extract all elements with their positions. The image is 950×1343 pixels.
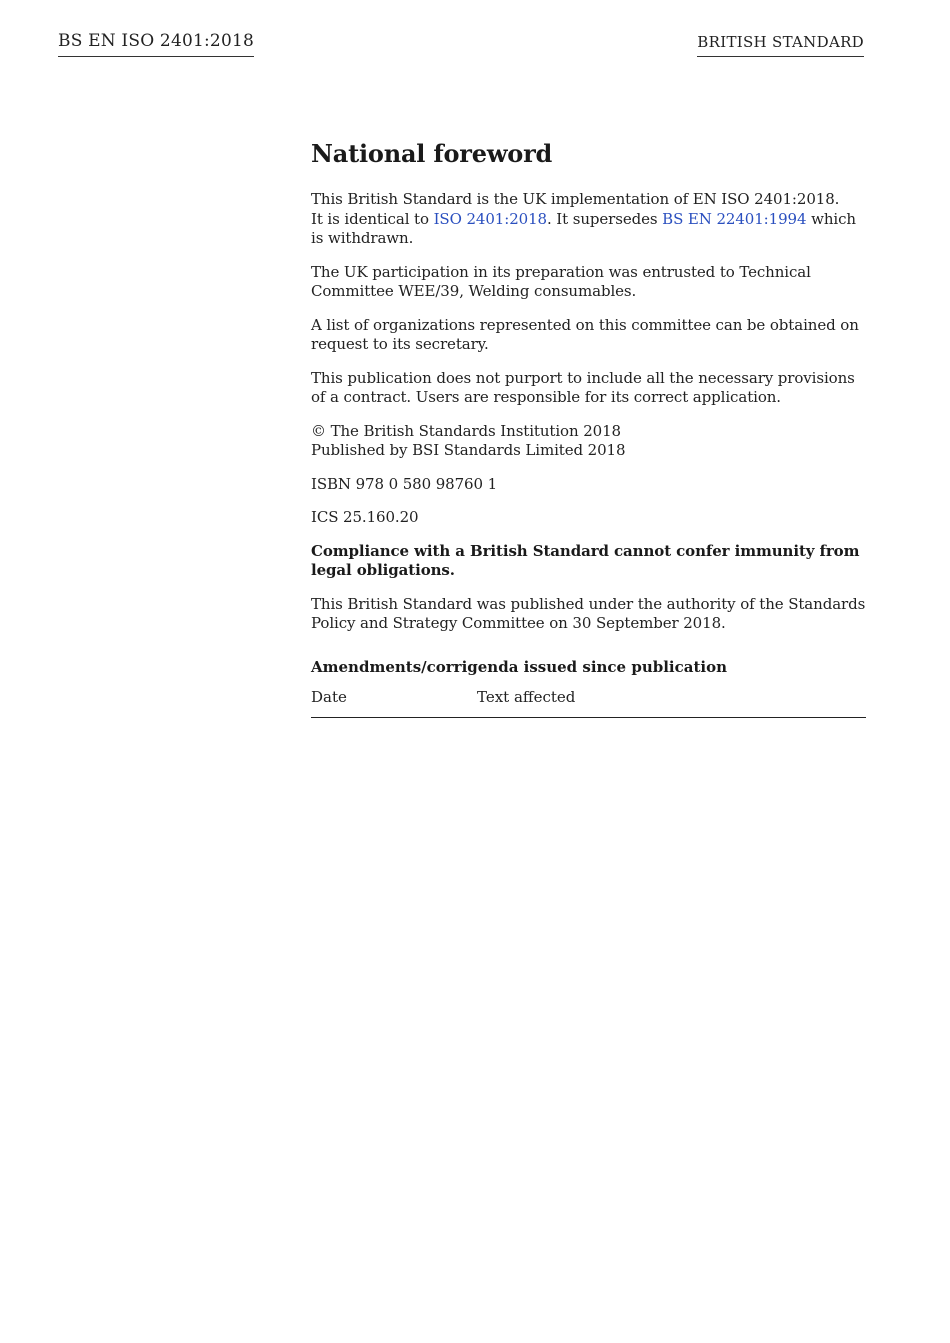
committee-paragraph: The UK participation in its preparation was entrusted to Technical Committee WEE/39, Welding consumables. (311, 262, 811, 300)
iso-standard-link[interactable]: ISO 2401:2018 (433, 209, 547, 228)
ics-code: ICS 25.160.20 (311, 508, 419, 526)
national-foreword-section (311, 139, 866, 718)
isbn: ISBN 978 0 580 98760 1 (311, 474, 498, 493)
superseded-standard-link[interactable]: BS EN 22401:1994 (662, 209, 807, 228)
provisions-paragraph: This publication does not purport to include all the necessary provisions of a contract. Users are responsible for its correct application. (311, 368, 855, 406)
standard-label: BRITISH STANDARD (697, 31, 864, 57)
supersedes-text: . It supersedes (546, 209, 663, 228)
implementation-paragraph (311, 190, 866, 249)
organizations-paragraph: A list of organizations represented on this committee can be obtained on request to its secretary. (311, 315, 859, 353)
amendments-table (311, 688, 866, 718)
withdrawn-text: which is withdrawn. (311, 209, 856, 247)
page-title: National foreword (311, 139, 553, 168)
document-code: BS EN ISO 2401:2018 (58, 31, 254, 57)
amendments-heading: Amendments/corrigenda issued since publication (311, 657, 727, 676)
amendments-text-header: Text affected (477, 687, 576, 706)
implementation-text: This British Standard is the UK implementation of EN ISO 2401:2018. (311, 190, 840, 208)
copyright-line: © The British Standards Institution 2018 (311, 421, 621, 440)
identical-text: It is identical to (311, 209, 434, 228)
amendments-date-header: Date (311, 687, 347, 706)
copyright-block (311, 422, 866, 461)
authority-paragraph: This British Standard was published under the authority of the Standards Policy and Strategy Committee on 30 September 2018. (311, 594, 866, 632)
published-line: Published by BSI Standards Limited 2018 (311, 441, 626, 459)
compliance-notice: Compliance with a British Standard cannot confer immunity from legal obligations. (311, 541, 860, 579)
